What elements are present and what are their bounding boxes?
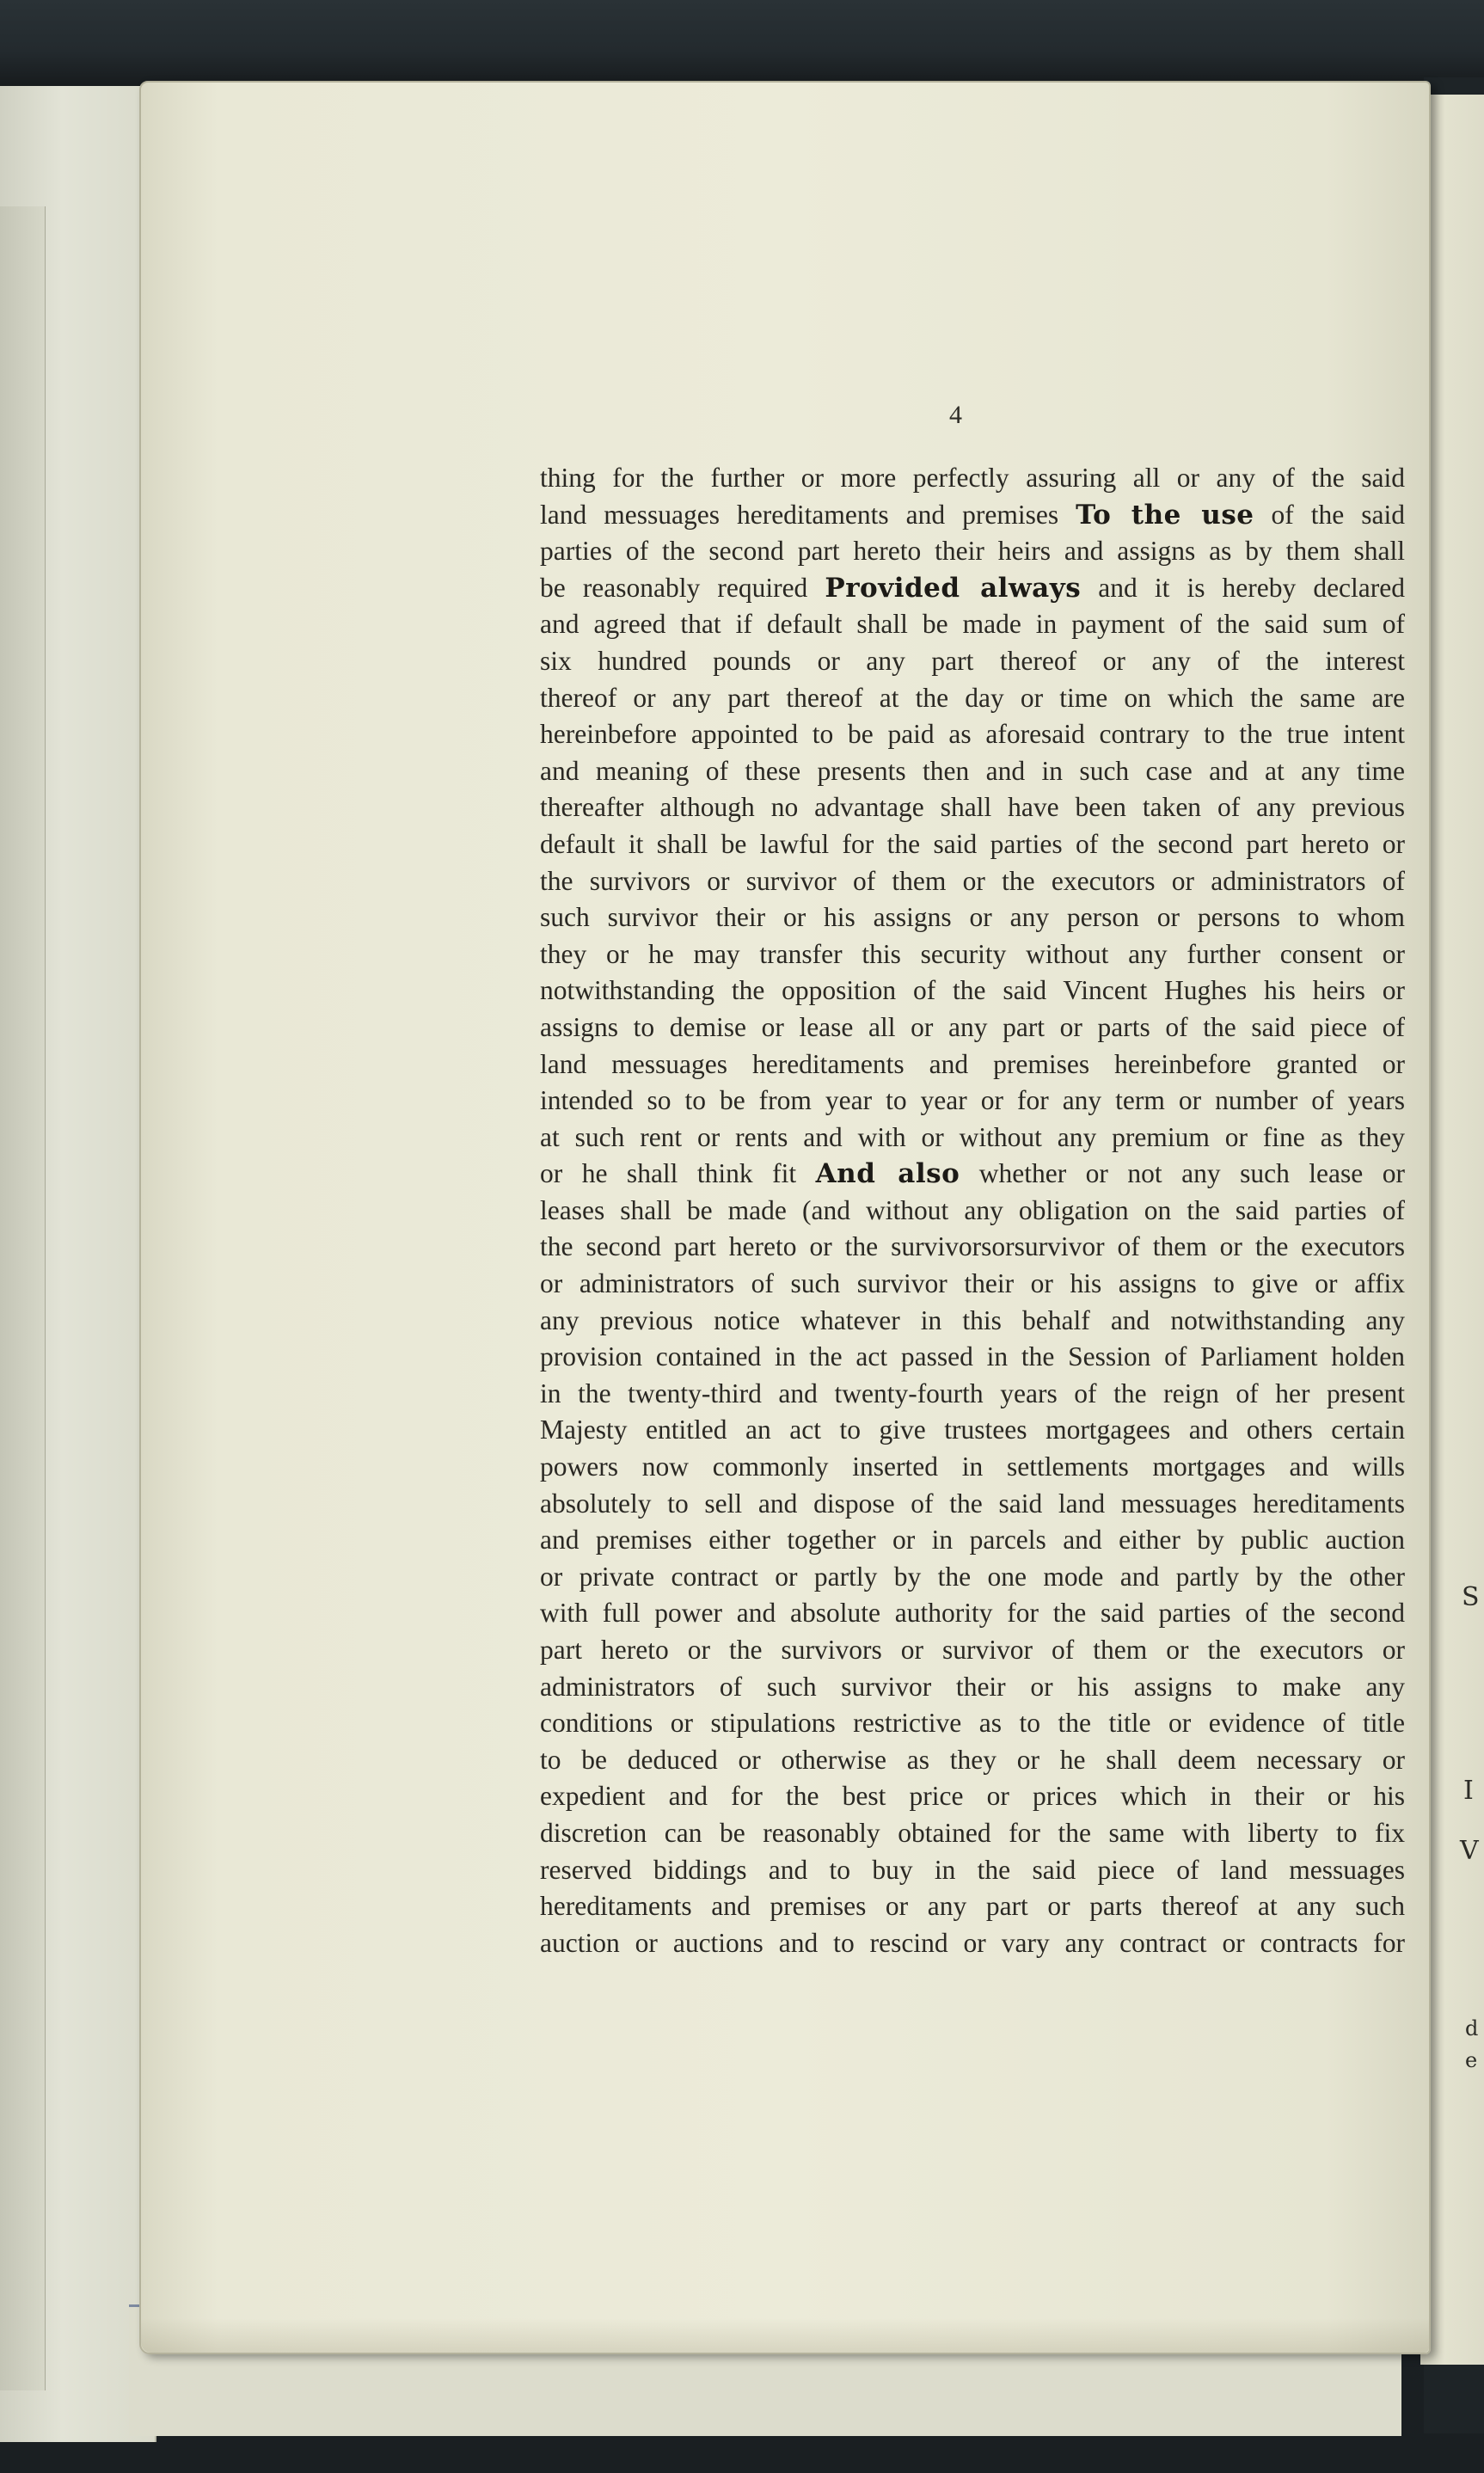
text-line: absolutely to sell and dispose of the said land messuages hereditaments [540, 1488, 1405, 1519]
text-line: any previous notice whatever in this behalf and notwithstanding any [540, 1304, 1405, 1335]
text-line: the survivors or survivor of them or the executors or administrators of [540, 865, 1405, 896]
left-page-edge [0, 86, 156, 2442]
text-line: Majesty entitled an act to give trustees mortgagees and others certain [540, 1414, 1405, 1445]
text-line: with full power and absolute authority for the said parties of the second [540, 1598, 1405, 1629]
deed-text [540, 460, 1405, 1961]
text-line: hereditaments and premises or any part or parts thereof at any such [540, 1891, 1405, 1922]
text-line: default it shall be lawful for the said parties of the second part hereto or [540, 828, 1405, 859]
text-line: thing for the further or more perfectly assuring all or any of the said [540, 463, 1405, 493]
text-line: land messuages hereditaments and premises To the use of the said [540, 499, 1405, 531]
text-line: part hereto or the survivors or survivor of them or the executors or [540, 1635, 1405, 1665]
text-line: hereinbefore appointed to be paid as aforesaid contrary to the true intent [540, 719, 1405, 750]
text-line: assigns to demise or lease all or any part or parts of the said piece of [540, 1011, 1405, 1042]
text-line: and agreed that if default shall be made in payment of the said sum of [540, 609, 1405, 640]
right-fragment: I [1463, 1776, 1474, 1806]
text-line: or he shall think fit And also whether or not any such lease or [540, 1158, 1405, 1190]
text-line: in the twenty-third and twenty-fourth years of the reign of her present [540, 1378, 1405, 1408]
text-line: at such rent or rents and with or without any premium or fine as they [540, 1121, 1405, 1152]
text-line: thereafter although no advantage shall have been taken of any previous [540, 792, 1405, 823]
text-line: conditions or stipulations restrictive as to the title or evidence of title [540, 1708, 1405, 1739]
text-line: the second part hereto or the survivorsorsurvivor of them or the executors [540, 1231, 1405, 1262]
text-line: leases shall be made (and without any obligation on the said parties of [540, 1194, 1405, 1225]
text-line: notwithstanding the opposition of the said Vincent Hughes his heirs or [540, 975, 1405, 1006]
text-line: intended so to be from year to year or for any term or number of years [540, 1085, 1405, 1116]
text-line: be reasonably required Provided always and it is hereby declared [540, 572, 1405, 604]
text-line: expedient and for the best price or prices which in their or his [540, 1781, 1405, 1812]
right-fragment: d [1465, 2016, 1479, 2040]
text-line: administrators of such survivor their or his assigns to make any [540, 1671, 1405, 1702]
text-line: and meaning of these presents then and in such case and at any time [540, 755, 1405, 786]
right-fragment: e [1465, 2048, 1478, 2072]
text-line: or administrators of such survivor their or his assigns to give or affix [540, 1268, 1405, 1299]
text-line: reserved biddings and to buy in the said piece of land messuages [540, 1854, 1405, 1885]
blackletter-heading: Provided always [825, 572, 1082, 604]
text-line: thereof or any part thereof at the day or time on which the same are [540, 682, 1405, 713]
text-line: provision contained in the act passed in the Session of Parliament holden [540, 1341, 1405, 1372]
page-shadow [141, 2318, 1429, 2353]
book-cover-top [0, 0, 1484, 86]
text-line: or private contract or partly by the one mode and partly by the other [540, 1561, 1405, 1592]
text-line: discretion can be reasonably obtained for the same with liberty to fix [540, 1817, 1405, 1848]
text-line: to be deduced or otherwise as they or he shall deem necessary or [540, 1744, 1405, 1775]
left-page-strip [0, 206, 46, 2390]
text-line: such survivor their or his assigns or any person or persons to whom [540, 902, 1405, 933]
blackletter-heading: And also [815, 1158, 960, 1190]
text-line: six hundred pounds or any part thereof or any of the interest [540, 645, 1405, 676]
text-line: they or he may transfer this security without any further consent or [540, 938, 1405, 969]
text-line: powers now commonly inserted in settlements mortgages and wills [540, 1451, 1405, 1482]
right-fragment: V [1460, 1836, 1479, 1866]
text-line: auction or auctions and to rescind or vary any contract or contracts for [540, 1927, 1405, 1958]
page-number: 4 [949, 401, 962, 429]
text-line: and premises either together or in parcels and either by public auction [540, 1525, 1405, 1556]
text-line: land messuages hereditaments and premises hereinbefore granted or [540, 1048, 1405, 1079]
text-line: parties of the second part hereto their heirs and assigns as by them shall [540, 536, 1405, 567]
blackletter-heading: To the use [1076, 499, 1254, 531]
right-fragment: S [1462, 1582, 1480, 1612]
